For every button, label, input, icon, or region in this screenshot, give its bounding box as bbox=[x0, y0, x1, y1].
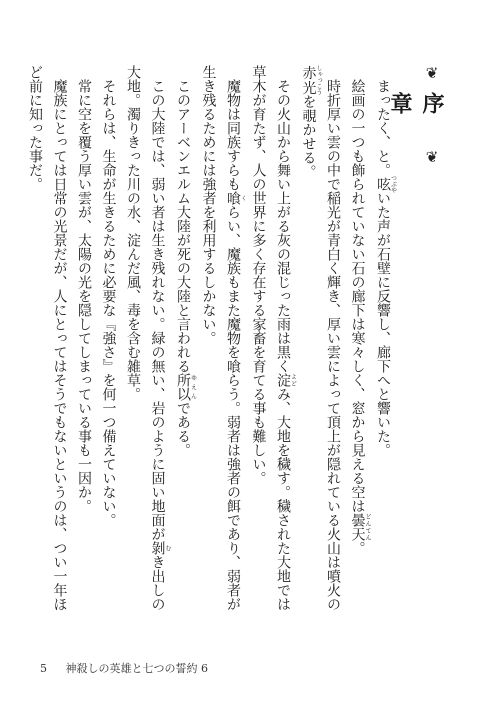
running-title: 神殺しの英雄と七つの誓約 6 bbox=[65, 662, 208, 675]
paragraph: その火山から舞い上がる灰の混じった雨は黒く淀よどみ、大地を穢す。穢された大地では草木が育たず、人の世界に多く存在する家畜を育てる事も難しい。 bbox=[250, 65, 297, 611]
paragraph: 常に空を覆う厚い雲が、太陽の光を隠してしまっている事も一因か。 bbox=[76, 79, 92, 513]
paragraph: 魔族にとっては日常の光景だが、人にとってはそうでもないというのは、つい一年ほど前に知った事だ。 bbox=[27, 65, 68, 611]
ruby-annotation: 所以ゆえん bbox=[175, 373, 197, 401]
ruby-annotation: 淀よど bbox=[275, 373, 297, 387]
chapter-ornament-bottom bbox=[415, 150, 449, 165]
page-number: 5 bbox=[40, 662, 47, 675]
ruby-annotation: 曇天どんてん bbox=[349, 513, 371, 541]
paragraph: 絵画の一つも飾られていない石の廊下は寒々しく、窓から見える空は曇天どんてん。 bbox=[349, 79, 371, 555]
paragraph: まったく、と。呟つぶやいた声が石壁に反響し、廊下へと響いた。 bbox=[375, 79, 397, 457]
chapter-ornament-top bbox=[415, 66, 449, 81]
paragraph: この大陸では、弱い者は生き残れない。緑の無い、岩のように固い地面が剝むき出しの大地。濁りきった川の水、淀んだ風、毒を含む雑草。 bbox=[125, 65, 171, 611]
chapter-title: 序章 bbox=[387, 92, 445, 118]
ruby-annotation: 剝む bbox=[149, 541, 171, 555]
fleuron-ornament-icon: ❦ bbox=[425, 148, 439, 166]
folio bbox=[40, 662, 208, 676]
paragraph: このアーベンエルム大陸が死の大陸と言われる所以ゆえんである。 bbox=[175, 79, 197, 457]
fleuron-ornament-icon: ❦ bbox=[425, 64, 439, 82]
paragraph: 魔物は同族すらも喰くらい、魔族もまた魔物を喰らう。弱者は強者の餌であり、弱者が生き残るためには強者を利用するしかない。 bbox=[200, 65, 247, 611]
paragraph: それらは、生命が生きるために必要な『強さ』を何一つ備えていない。 bbox=[100, 79, 117, 527]
ruby-annotation: 喰く bbox=[225, 191, 247, 205]
body-text bbox=[23, 65, 397, 620]
paragraph: 時折厚い雲の中で稲光が青白く輝き、厚い雲によって頂上が隠れている火山は噴火の赤光しゃっこうを覗かせる。 bbox=[300, 65, 341, 611]
ruby-annotation: 呟つぶや bbox=[375, 175, 397, 193]
ruby-annotation: 赤光しゃっこう bbox=[300, 65, 322, 95]
